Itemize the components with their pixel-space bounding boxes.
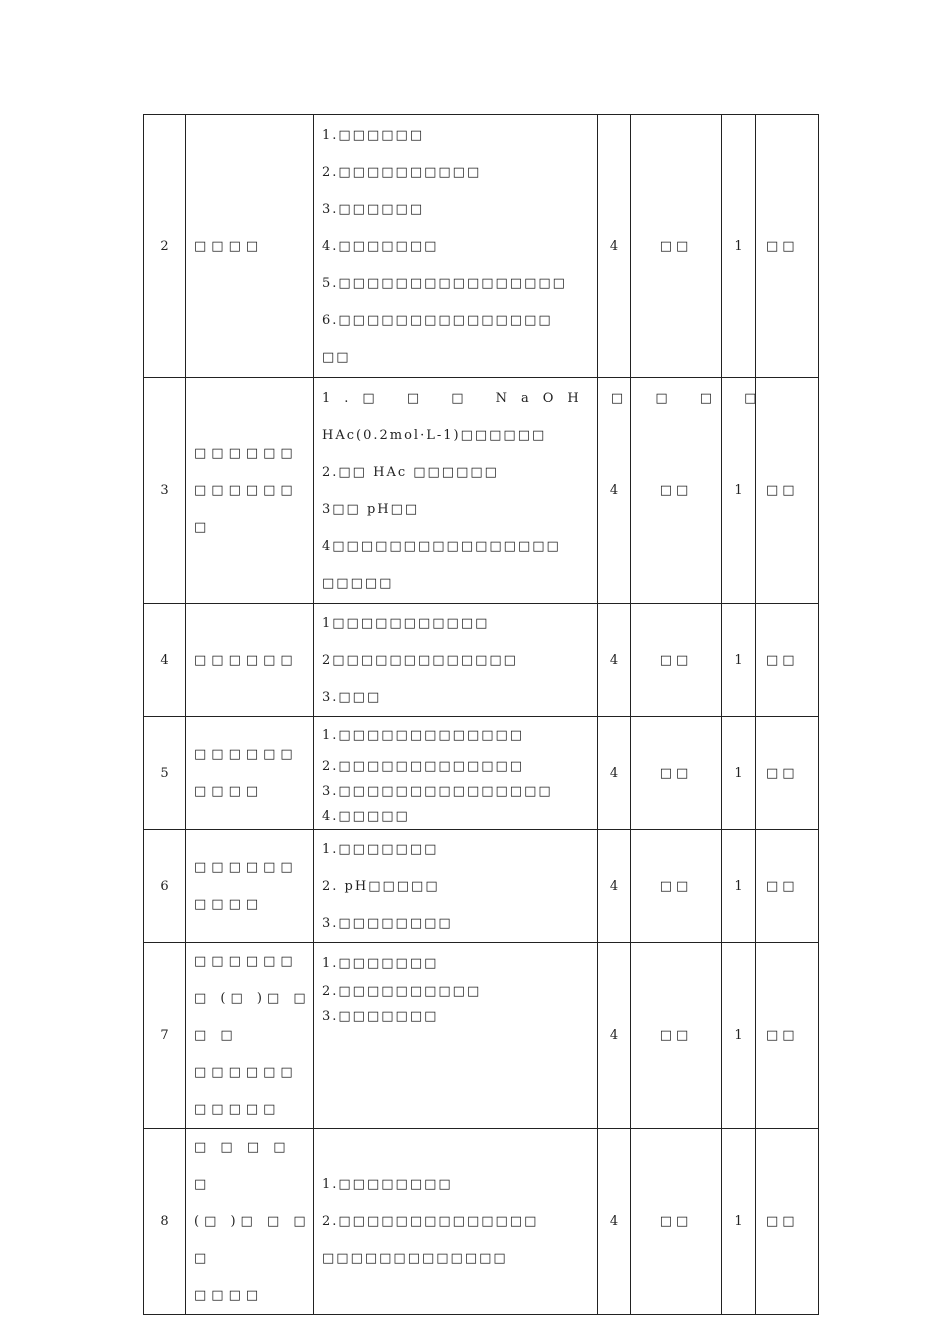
requirement-cell: □□ <box>631 378 722 604</box>
experiment-content: 1□□□□□□□□□□□ 2□□□□□□□□□□□□□ 3.□□□ <box>314 604 598 717</box>
hours-cell: 4 <box>598 115 631 378</box>
row-number: 5 <box>144 717 186 830</box>
row-number: 8 <box>144 1129 186 1315</box>
type-cell: □□ <box>756 115 819 378</box>
experiment-table <box>143 114 819 1315</box>
hours-cell: 4 <box>598 378 631 604</box>
table-row <box>144 1129 819 1315</box>
type-cell: □□ <box>756 1129 819 1315</box>
experiment-content: 1.□□□□□□□□□□□□□ 2.□□□□□□□□□□□□□ 3.□□□□□□□□□□□□□□□ 4.□□□□□ <box>314 717 598 830</box>
experiment-name: □□□□□□ <box>186 604 314 717</box>
row-number: 6 <box>144 830 186 943</box>
requirement-cell: □□ <box>631 115 722 378</box>
group-size-cell: 1 <box>722 1129 756 1315</box>
experiment-content: 1.□□□□□□□ 2. pH□□□□□ 3.□□□□□□□□ <box>314 830 598 943</box>
hours-cell: 4 <box>598 943 631 1129</box>
experiment-name: □ □ □ □ □ (□ )□ □ □ □ □□□□ <box>186 1129 314 1315</box>
row-number: 7 <box>144 943 186 1129</box>
group-size-cell: 1 <box>722 378 756 604</box>
experiment-content: 1.□ □ □ NaOH □ □ □ □ HAc(0.2mol·L-1)□□□□□□ 2.□□ HAc □□□□□□ 3□□ pH□□ 4□□□□□□□□□□□□□□□□ □□□□□ <box>314 378 598 604</box>
table-row <box>144 717 819 830</box>
experiment-name: □□□□ <box>186 115 314 378</box>
row-number: 4 <box>144 604 186 717</box>
experiment-name: □□□□□□ □□□□ <box>186 717 314 830</box>
group-size-cell: 1 <box>722 604 756 717</box>
experiment-name: □□□□□□ □□□□□□ □ <box>186 378 314 604</box>
type-cell: □□ <box>756 604 819 717</box>
type-cell: □□ <box>756 830 819 943</box>
requirement-cell: □□ <box>631 604 722 717</box>
requirement-cell: □□ <box>631 943 722 1129</box>
type-cell: □□ <box>756 717 819 830</box>
experiment-content: 1.□□□□□□□□ 2.□□□□□□□□□□□□□□ □□□□□□□□□□□□□ <box>314 1129 598 1315</box>
table-row <box>144 830 819 943</box>
experiment-content: 1.□□□□□□□ 2.□□□□□□□□□□ 3.□□□□□□□ <box>314 943 598 1129</box>
table-row <box>144 378 819 604</box>
requirement-cell: □□ <box>631 1129 722 1315</box>
group-size-cell: 1 <box>722 830 756 943</box>
hours-cell: 4 <box>598 604 631 717</box>
requirement-cell: □□ <box>631 830 722 943</box>
experiment-name: □□□□□□ □□□□ <box>186 830 314 943</box>
group-size-cell: 1 <box>722 717 756 830</box>
table-row <box>144 943 819 1129</box>
hours-cell: 4 <box>598 717 631 830</box>
group-size-cell: 1 <box>722 943 756 1129</box>
experiment-content: 1.□□□□□□ 2.□□□□□□□□□□ 3.□□□□□□ 4.□□□□□□□ 5.□□□□□□□□□□□□□□□□ 6.□□□□□□□□□□□□□□□ □□ <box>314 115 598 378</box>
row-number: 2 <box>144 115 186 378</box>
requirement-cell: □□ <box>631 717 722 830</box>
table-row <box>144 115 819 378</box>
row-number: 3 <box>144 378 186 604</box>
hours-cell: 4 <box>598 1129 631 1315</box>
table-row <box>144 604 819 717</box>
type-cell: □□ <box>756 943 819 1129</box>
type-cell: □□ <box>756 378 819 604</box>
experiment-name: □□□□□□ □ (□ )□ □ □ □ □□□□□□ □□□□□ <box>186 943 314 1129</box>
hours-cell: 4 <box>598 830 631 943</box>
group-size-cell: 1 <box>722 115 756 378</box>
